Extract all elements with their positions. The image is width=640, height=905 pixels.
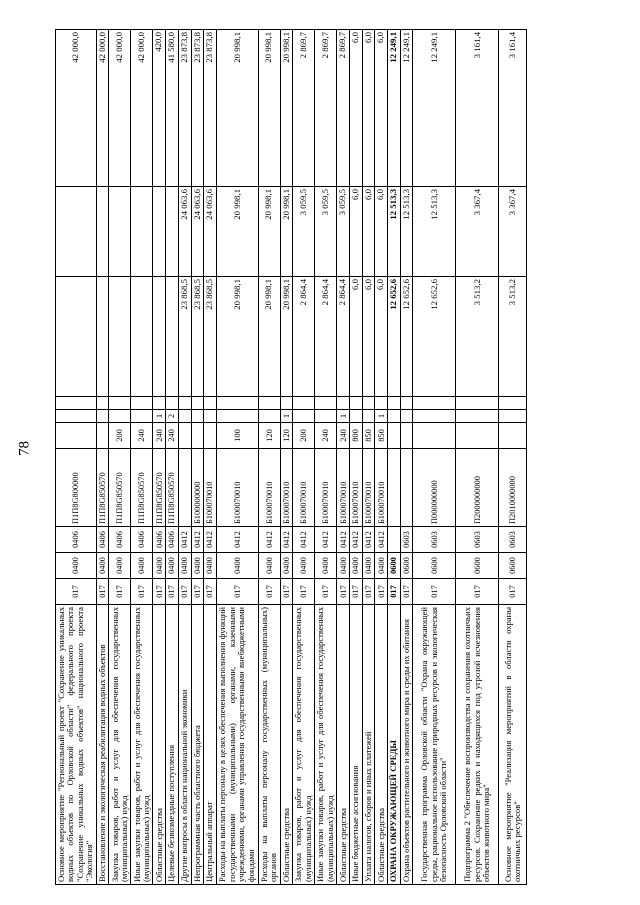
table-row (400, 30, 413, 885)
amount-year-1: 20 998,1 (258, 277, 280, 397)
amount-year-2 (131, 187, 153, 277)
funding-flag-2 (216, 397, 258, 410)
target-article-code: П1П8G850570 (96, 449, 109, 527)
funding-flag-1 (96, 410, 109, 423)
target-article-code (400, 449, 413, 527)
amount-year-3: 3 161,4 (456, 30, 499, 187)
section-code: 0400 (96, 553, 109, 579)
table-row (153, 30, 166, 885)
funding-flag-2 (350, 397, 363, 410)
ved-code: 017 (350, 579, 363, 605)
subsection-code: 0603 (400, 527, 413, 553)
page-number: 78 (16, 441, 33, 456)
expense-type-code (56, 423, 97, 449)
amount-year-1: 2 864,4 (293, 277, 315, 397)
table-row (204, 30, 217, 885)
amount-year-2: 12 513,3 (388, 187, 401, 277)
expense-type-code: 240 (153, 423, 166, 449)
section-code: 0400 (362, 553, 375, 579)
expense-type-code (400, 423, 413, 449)
amount-year-1: 20 998,1 (216, 277, 258, 397)
amount-year-2: 12 513,3 (400, 187, 413, 277)
amount-year-3: 42 000,0 (96, 30, 109, 187)
funding-flag-2 (388, 397, 401, 410)
table-row (216, 30, 258, 885)
funding-flag-2 (337, 397, 350, 410)
amount-year-3: 2 869,7 (293, 30, 315, 187)
amount-year-2 (153, 187, 166, 277)
target-article-code: Б100070010 (216, 449, 258, 527)
subsection-code: 0406 (166, 527, 179, 553)
ved-code: 017 (400, 579, 413, 605)
funding-flag-1 (315, 410, 337, 423)
expense-type-code: 240 (131, 423, 153, 449)
funding-flag-2 (499, 397, 527, 410)
expense-type-code: 120 (258, 423, 280, 449)
funding-flag-2 (109, 397, 131, 410)
section-code: 0400 (178, 553, 191, 579)
row-name: Непрограммная часть областного бюджета (191, 605, 204, 885)
subsection-code: 0412 (216, 527, 258, 553)
table-row (293, 30, 315, 885)
section-code: 0600 (400, 553, 413, 579)
row-name: Расходы на выплаты персоналу в целях обеспечения выполнения функций государственными (муниципальными) органами, казенными учреждениями, органами управления государственными внебюджетными фондами (216, 605, 258, 885)
expense-type-code: 800 (350, 423, 363, 449)
expense-type-code: 240 (315, 423, 337, 449)
amount-year-1 (153, 277, 166, 397)
funding-flag-1 (400, 410, 413, 423)
target-article-code: П1П8G850570 (131, 449, 153, 527)
row-name: Центральный аппарат (204, 605, 217, 885)
table-row (280, 30, 293, 885)
funding-flag-2 (413, 397, 456, 410)
table-row (109, 30, 131, 885)
target-article-code: П000000000 (413, 449, 456, 527)
subsection-code: 0406 (153, 527, 166, 553)
amount-year-2: 20 998,1 (280, 187, 293, 277)
row-name: Охрана объектов растительного и животного мира и среды их обитания (400, 605, 413, 885)
target-article-code: Б100070010 (280, 449, 293, 527)
subsection-code: 0412 (258, 527, 280, 553)
amount-year-3: 23 873,8 (178, 30, 191, 187)
section-code: 0600 (388, 553, 401, 579)
subsection-code (388, 527, 401, 553)
amount-year-2: 6,0 (350, 187, 363, 277)
section-code: 0400 (191, 553, 204, 579)
funding-flag-1: 1 (337, 410, 350, 423)
amount-year-2: 3 059,5 (315, 187, 337, 277)
target-article-code: П2000000000 (456, 449, 499, 527)
ved-code: 017 (109, 579, 131, 605)
funding-flag-2 (153, 397, 166, 410)
table-row (350, 30, 363, 885)
expense-type-code (204, 423, 217, 449)
subsection-code: 0412 (204, 527, 217, 553)
budget-table-body (56, 30, 527, 885)
section-code: 0600 (413, 553, 456, 579)
amount-year-2: 12 513,3 (413, 187, 456, 277)
row-name: Областные средства (280, 605, 293, 885)
row-name: Уплата налогов, сборов и иных платежей (362, 605, 375, 885)
ved-code: 017 (456, 579, 499, 605)
expense-type-code: 120 (280, 423, 293, 449)
table-row (56, 30, 97, 885)
funding-flag-1: 1 (280, 410, 293, 423)
table-row (315, 30, 337, 885)
amount-year-2: 24 063,6 (178, 187, 191, 277)
section-code: 0400 (166, 553, 179, 579)
amount-year-2: 20 998,1 (216, 187, 258, 277)
amount-year-1: 12 652,6 (388, 277, 401, 397)
amount-year-3: 20 998,1 (280, 30, 293, 187)
amount-year-1: 3 513,2 (456, 277, 499, 397)
funding-flag-2 (375, 397, 388, 410)
amount-year-1: 23 868,5 (191, 277, 204, 397)
ved-code: 017 (337, 579, 350, 605)
amount-year-3: 42 000,0 (56, 30, 97, 187)
ved-code: 017 (56, 579, 97, 605)
row-name: Закупка товаров, работ и услуг для обеспечения государственных (муниципальных) нужд (109, 605, 131, 885)
amount-year-3: 6,0 (362, 30, 375, 187)
ved-code: 017 (362, 579, 375, 605)
section-code: 0400 (216, 553, 258, 579)
table-row (375, 30, 388, 885)
amount-year-2: 3 367,4 (456, 187, 499, 277)
amount-year-1: 2 864,4 (337, 277, 350, 397)
section-code: 0400 (131, 553, 153, 579)
amount-year-1: 6,0 (375, 277, 388, 397)
amount-year-2: 24 063,6 (204, 187, 217, 277)
amount-year-2: 6,0 (375, 187, 388, 277)
expense-type-code: 200 (109, 423, 131, 449)
amount-year-1: 23 868,5 (178, 277, 191, 397)
row-name: Восстановление и экологическая реабилитация водных объектов (96, 605, 109, 885)
ved-code: 017 (204, 579, 217, 605)
amount-year-3: 42 000,0 (131, 30, 153, 187)
subsection-code: 0406 (109, 527, 131, 553)
subsection-code: 0412 (350, 527, 363, 553)
funding-flag-2 (315, 397, 337, 410)
funding-flag-2 (293, 397, 315, 410)
ved-code: 017 (131, 579, 153, 605)
funding-flag-1 (293, 410, 315, 423)
subsection-code: 0406 (56, 527, 97, 553)
target-article-code: Б100000000 (191, 449, 204, 527)
amount-year-1 (109, 277, 131, 397)
funding-flag-2 (362, 397, 375, 410)
ved-code: 017 (280, 579, 293, 605)
table-row (178, 30, 191, 885)
expense-type-code: 850 (362, 423, 375, 449)
row-name: Иные закупки товаров, работ и услуг для обеспечения государственных (муниципальных) нужд (131, 605, 153, 885)
target-article-code: Б100070010 (293, 449, 315, 527)
amount-year-2: 3 059,5 (337, 187, 350, 277)
funding-flag-1 (56, 410, 97, 423)
table-row (337, 30, 350, 885)
ved-code: 017 (413, 579, 456, 605)
section-code: 0600 (456, 553, 499, 579)
amount-year-3: 20 998,1 (216, 30, 258, 187)
funding-flag-1 (258, 410, 280, 423)
ved-code: 017 (96, 579, 109, 605)
subsection-code: 0412 (293, 527, 315, 553)
funding-flag-2 (400, 397, 413, 410)
section-code: 0400 (337, 553, 350, 579)
section-code: 0400 (258, 553, 280, 579)
subsection-code: 0412 (375, 527, 388, 553)
expense-type-code: 240 (337, 423, 350, 449)
funding-flag-1 (216, 410, 258, 423)
ved-code: 017 (258, 579, 280, 605)
amount-year-2: 20 998,1 (258, 187, 280, 277)
expense-type-code: 100 (216, 423, 258, 449)
row-name: Основное мероприятие "Региональный проект "Сохранение уникальных водных объектов по Орловской области" федерального проекта "Сохранение уникальных водных объектов" национального проекта "Экология" (56, 605, 97, 885)
funding-flag-2 (131, 397, 153, 410)
amount-year-3: 12 249,1 (413, 30, 456, 187)
funding-flag-1 (350, 410, 363, 423)
funding-flag-2 (178, 397, 191, 410)
ved-code: 017 (178, 579, 191, 605)
amount-year-3: 20 998,1 (258, 30, 280, 187)
target-article-code: Б100070010 (258, 449, 280, 527)
amount-year-1 (166, 277, 179, 397)
amount-year-1 (56, 277, 97, 397)
section-code: 0400 (350, 553, 363, 579)
amount-year-2 (109, 187, 131, 277)
section-code: 0400 (56, 553, 97, 579)
expense-type-code (413, 423, 456, 449)
target-article-code: Б100070010 (375, 449, 388, 527)
section-code: 0400 (375, 553, 388, 579)
amount-year-1: 6,0 (350, 277, 363, 397)
amount-year-1: 23 868,5 (204, 277, 217, 397)
target-article-code: Б100070010 (337, 449, 350, 527)
subsection-code: 0412 (191, 527, 204, 553)
row-name: Основное мероприятие "Реализация мероприятий в области охраны охотничьих ресурсов" (499, 605, 527, 885)
expense-type-code: 240 (166, 423, 179, 449)
subsection-code: 0603 (456, 527, 499, 553)
amount-year-3: 12 249,1 (400, 30, 413, 187)
row-name: Иные закупки товаров, работ и услуг для обеспечения государственных (муниципальных) нужд (315, 605, 337, 885)
ved-code: 017 (293, 579, 315, 605)
table-row (191, 30, 204, 885)
expense-type-code (499, 423, 527, 449)
target-article-code (388, 449, 401, 527)
funding-flag-2 (96, 397, 109, 410)
amount-year-3: 2 869,7 (315, 30, 337, 187)
table-row (362, 30, 375, 885)
row-name: Подпрограмма 2 "Обеспечение воспроизводства и сохранения охотничьих ресурсов. Сохранение редких и находящихся под угрозой исчезновения объектов животного мира" (456, 605, 499, 885)
funding-flag-1 (456, 410, 499, 423)
amount-year-1: 2 864,4 (315, 277, 337, 397)
funding-flag-2 (166, 397, 179, 410)
funding-flag-1: 1 (375, 410, 388, 423)
amount-year-2: 24 063,6 (191, 187, 204, 277)
subsection-code: 0603 (499, 527, 527, 553)
budget-table-rotated (55, 30, 527, 885)
row-name: Закупка товаров, работ и услуг для обеспечения государственных (муниципальных) нужд (293, 605, 315, 885)
amount-year-3: 3 161,4 (499, 30, 527, 187)
row-name: Областные средства (337, 605, 350, 885)
amount-year-1 (131, 277, 153, 397)
table-row (413, 30, 456, 885)
expense-type-code (178, 423, 191, 449)
target-article-code: П1П8G850570 (109, 449, 131, 527)
funding-flag-1 (109, 410, 131, 423)
funding-flag-1: 2 (166, 410, 179, 423)
amount-year-2: 6,0 (362, 187, 375, 277)
section-code: 0400 (153, 553, 166, 579)
funding-flag-2 (280, 397, 293, 410)
subsection-code: 0412 (362, 527, 375, 553)
amount-year-3: 42 000,0 (109, 30, 131, 187)
table-row (456, 30, 499, 885)
ved-code: 017 (388, 579, 401, 605)
expense-type-code: 200 (293, 423, 315, 449)
expense-type-code: 850 (375, 423, 388, 449)
target-article-code: Б100070010 (204, 449, 217, 527)
target-article-code: П1П8G850570 (153, 449, 166, 527)
amount-year-3: 2 869,7 (337, 30, 350, 187)
ved-code: 017 (153, 579, 166, 605)
amount-year-3: 420,0 (153, 30, 166, 187)
ved-code: 017 (499, 579, 527, 605)
amount-year-2 (166, 187, 179, 277)
amount-year-3: 12 249,1 (388, 30, 401, 187)
amount-year-1: 12 652,6 (400, 277, 413, 397)
funding-flag-2 (56, 397, 97, 410)
row-name: Другие вопросы в области национальной экономики (178, 605, 191, 885)
amount-year-2: 3 059,5 (293, 187, 315, 277)
expense-type-code (96, 423, 109, 449)
amount-year-1 (96, 277, 109, 397)
funding-flag-1 (204, 410, 217, 423)
section-code: 0400 (204, 553, 217, 579)
table-row (166, 30, 179, 885)
section-code: 0400 (280, 553, 293, 579)
amount-year-1: 3 513,2 (499, 277, 527, 397)
row-name: Государственная программа Орловской области "Охрана окружающей среды, рациональное использование природных ресурсов и экологическая безопасность Орловской области" (413, 605, 456, 885)
target-article-code (178, 449, 191, 527)
section-code: 0400 (109, 553, 131, 579)
funding-flag-2 (456, 397, 499, 410)
row-name: Областные средства (153, 605, 166, 885)
funding-flag-2 (204, 397, 217, 410)
funding-flag-1 (191, 410, 204, 423)
amount-year-2 (56, 187, 97, 277)
expense-type-code (456, 423, 499, 449)
amount-year-1: 6,0 (362, 277, 375, 397)
ved-code: 017 (191, 579, 204, 605)
amount-year-2 (96, 187, 109, 277)
amount-year-2: 3 367,4 (499, 187, 527, 277)
expense-type-code (191, 423, 204, 449)
funding-flag-1 (131, 410, 153, 423)
ved-code: 017 (375, 579, 388, 605)
target-article-code: П2010000000 (499, 449, 527, 527)
funding-flag-2 (258, 397, 280, 410)
amount-year-3: 23 873,8 (204, 30, 217, 187)
subsection-code: 0406 (131, 527, 153, 553)
subsection-code: 0412 (280, 527, 293, 553)
funding-flag-1 (413, 410, 456, 423)
amount-year-3: 41 580,0 (166, 30, 179, 187)
subsection-code: 0603 (413, 527, 456, 553)
table-row (388, 30, 401, 885)
table-row (131, 30, 153, 885)
subsection-code: 0412 (337, 527, 350, 553)
budget-table (55, 29, 527, 885)
ved-code: 017 (216, 579, 258, 605)
target-article-code: Б100070010 (350, 449, 363, 527)
target-article-code: Б100070010 (362, 449, 375, 527)
funding-flag-1 (388, 410, 401, 423)
amount-year-3: 6,0 (350, 30, 363, 187)
funding-flag-1 (178, 410, 191, 423)
row-name: Целевые безвозмездные поступления (166, 605, 179, 885)
ved-code: 017 (166, 579, 179, 605)
table-row (258, 30, 280, 885)
amount-year-3: 23 873,8 (191, 30, 204, 187)
table-row (499, 30, 527, 885)
row-name: ОХРАНА ОКРУЖАЮЩЕЙ СРЕДЫ (388, 605, 401, 885)
row-name: Расходы на выплаты персоналу государственных (муниципальных) органов (258, 605, 280, 885)
target-article-code: Б100070010 (315, 449, 337, 527)
ved-code: 017 (315, 579, 337, 605)
subsection-code: 0406 (96, 527, 109, 553)
section-code: 0400 (315, 553, 337, 579)
row-name: Иные бюджетные ассигнования (350, 605, 363, 885)
target-article-code: П1П8G800000 (56, 449, 97, 527)
amount-year-1: 12 652,6 (413, 277, 456, 397)
funding-flag-2 (191, 397, 204, 410)
row-name: Областные средства (375, 605, 388, 885)
funding-flag-1: 1 (153, 410, 166, 423)
amount-year-1: 20 998,1 (280, 277, 293, 397)
amount-year-3: 6,0 (375, 30, 388, 187)
target-article-code: П1П8G850570 (166, 449, 179, 527)
section-code: 0400 (293, 553, 315, 579)
subsection-code: 0412 (315, 527, 337, 553)
funding-flag-1 (362, 410, 375, 423)
funding-flag-1 (499, 410, 527, 423)
subsection-code: 0412 (178, 527, 191, 553)
table-row (96, 30, 109, 885)
expense-type-code (388, 423, 401, 449)
section-code: 0600 (499, 553, 527, 579)
